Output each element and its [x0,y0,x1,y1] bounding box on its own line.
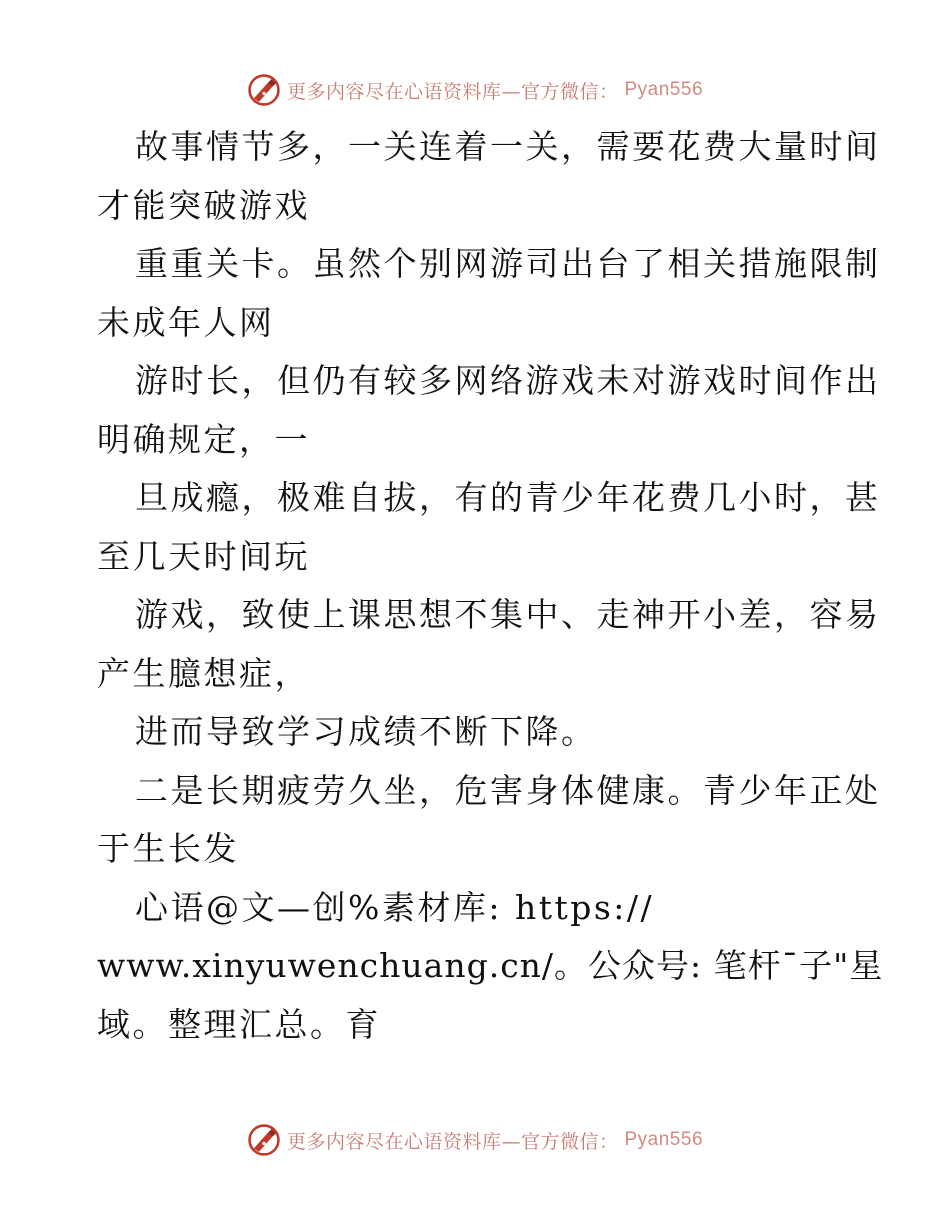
text-line: 旦成瘾，极难自拔，有的青少年花费几小时，甚 [135,478,881,517]
header-banner [247,73,703,107]
text-line: 至几天时间玩 [97,536,310,576]
text-line: 产生臆想症， [97,653,310,693]
footer-banner-text: 更多内容尽在心语资料库—官方微信： [286,1130,619,1153]
text-line: 才能突破游戏 [97,185,310,225]
text-line: 域。整理汇总。育 [97,1004,381,1044]
text-line: 游戏，致使上课思想不集中、走神开小差，容易 [135,595,881,634]
footer-banner-id: Pyan556 [624,1129,704,1150]
document-body [97,118,884,1054]
text-line: 明确规定，一 [97,419,310,459]
page-header [0,70,950,110]
text-line: 二是长期疲劳久坐，危害身体健康。青少年正处 [135,770,881,810]
pen-nib-logo-icon [247,73,281,107]
text-line: 重重关卡。虽然个别网游司出台了相关措施限制 [135,244,881,283]
page-footer [0,1120,950,1160]
pen-nib-logo-icon [247,1123,281,1157]
text-line-url: www.xinyuwenchuang.cn/。公众号: 笔杆¯子"星 [97,946,884,985]
text-line: 游时长，但仍有较多网络游戏未对游戏时间作出 [135,361,881,400]
header-banner-text: 更多内容尽在心语资料库—官方微信： [286,80,619,103]
text-line: 于生长发 [97,829,239,868]
text-line: 心语@文—创%素材库: https:// [135,887,655,927]
footer-banner [247,1123,703,1157]
text-line: 未成年人网 [97,302,275,342]
header-banner-id: Pyan556 [624,79,704,100]
text-line: 进而导致学习成绩不断下降。 [135,712,597,751]
text-line: 故事情节多，一关连着一关，需要花费大量时间 [135,127,881,166]
